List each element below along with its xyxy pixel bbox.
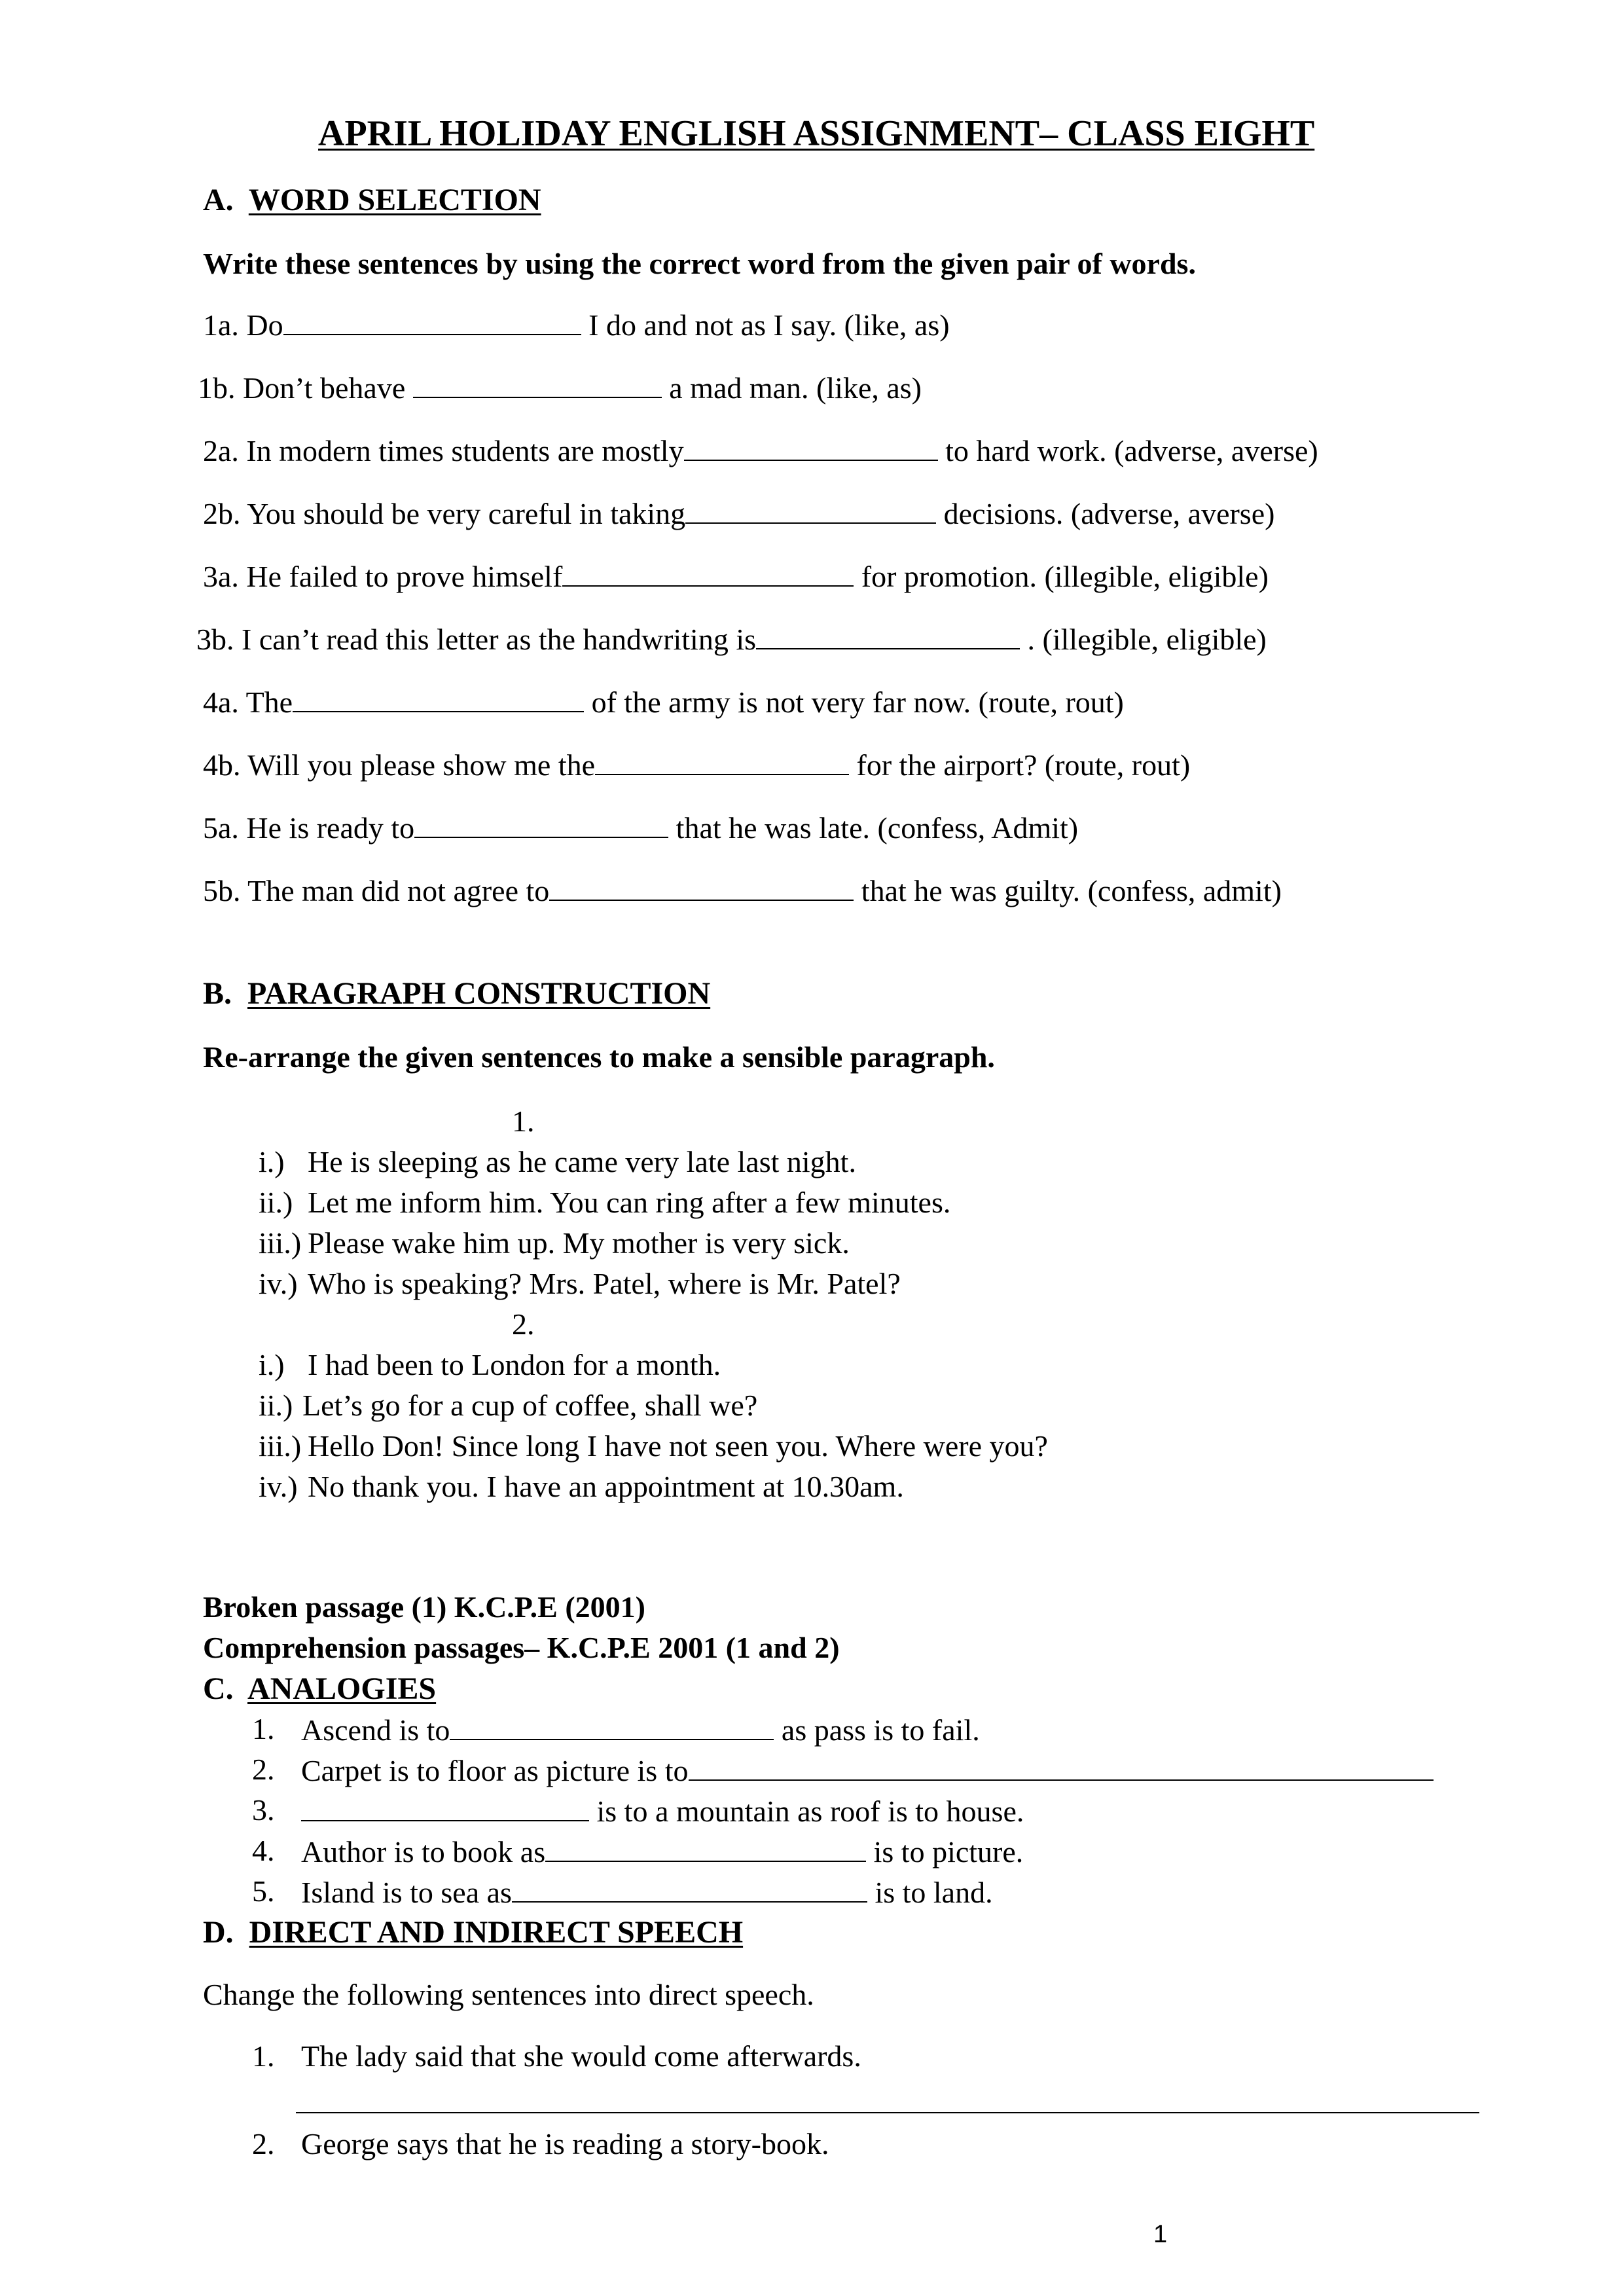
word-item-5a xyxy=(203,812,1078,843)
answer-blank-5b[interactable] xyxy=(549,875,854,901)
word-item-3a-after: for promotion. (illegible, eligible) xyxy=(854,560,1269,593)
word-item-2b-after: decisions. (adverse, averse) xyxy=(936,497,1275,530)
word-item-1b-before: 1b. Don’t behave xyxy=(198,371,413,405)
word-item-1a-after: I do and not as I say. (like, as) xyxy=(581,308,950,342)
section-d-heading xyxy=(203,1917,743,1948)
list-item-number: i.) xyxy=(259,1145,285,1178)
list-item-number: iii.) xyxy=(259,1226,302,1260)
word-item-4a-after: of the army is not very far now. (route, rout) xyxy=(584,685,1124,719)
answer-blank-1b[interactable] xyxy=(413,372,662,398)
word-item-2a xyxy=(203,435,1318,466)
speech-item-1: The lady said that she would come afterwards. xyxy=(301,2039,861,2073)
answer-blank-2b[interactable] xyxy=(685,498,936,524)
note-comprehension: Comprehension passages– K.C.P.E 2001 (1 and 2) xyxy=(203,1631,840,1664)
word-item-3b-before: 3b. I can’t read this letter as the handwriting is xyxy=(196,623,757,656)
answer-blank-2a[interactable] xyxy=(684,435,938,461)
analogy-item-4 xyxy=(301,1836,1023,1867)
list-item-number: iv.) xyxy=(259,1267,298,1300)
analogy-item-3-after: is to a mountain as roof is to house. xyxy=(589,1795,1024,1828)
analogy-number: 3. xyxy=(252,1793,275,1827)
word-item-5a-after: that he was late. (confess, Admit) xyxy=(668,811,1079,845)
list-item: He is sleeping as he came very late last night. xyxy=(308,1145,856,1178)
word-item-4a xyxy=(203,686,1124,718)
answer-blank-4a[interactable] xyxy=(293,686,584,712)
analogy-item-2-before: Carpet is to floor as picture is to xyxy=(301,1754,689,1787)
section-a-heading xyxy=(203,185,541,216)
word-item-4b-before: 4b. Will you please show me the xyxy=(203,748,596,782)
answer-blank-5a[interactable] xyxy=(414,812,668,838)
analogy-item-5 xyxy=(301,1876,993,1908)
word-item-1a-before: 1a. Do xyxy=(203,308,283,342)
list-item-number: iv.) xyxy=(259,1470,298,1503)
list-item: Who is speaking? Mrs. Patel, where is Mr. Patel? xyxy=(308,1267,901,1300)
word-item-3a xyxy=(203,560,1269,592)
answer-blank-1a[interactable] xyxy=(283,309,581,335)
analogy-number: 4. xyxy=(252,1834,275,1867)
page-title: APRIL HOLIDAY ENGLISH ASSIGNMENT– CLASS EIGHT xyxy=(318,113,1315,154)
section-b-letter: B. xyxy=(203,976,232,1011)
word-item-3a-before: 3a. He failed to prove himself xyxy=(203,560,563,593)
list-item: Hello Don! Since long I have not seen you. Where were you? xyxy=(308,1429,1048,1463)
word-item-5a-before: 5a. He is ready to xyxy=(203,811,415,845)
list-item-number: i.) xyxy=(259,1348,285,1381)
word-item-1b xyxy=(198,372,922,403)
section-d-instruction: Change the following sentences into direct speech. xyxy=(203,1978,814,2011)
section-c-letter: C. xyxy=(203,1671,234,1706)
word-item-5b-before: 5b. The man did not agree to xyxy=(203,874,550,907)
word-item-3b-after: . (illegible, eligible) xyxy=(1020,623,1267,656)
list-item: Please wake him up. My mother is very sick. xyxy=(308,1226,850,1260)
section-a-title: WORD SELECTION xyxy=(248,183,541,217)
analogy-number: 2. xyxy=(252,1753,275,1786)
answer-blank-analogy-1[interactable] xyxy=(450,1714,774,1740)
analogy-item-1-after: as pass is to fail. xyxy=(774,1713,980,1747)
analogy-item-4-after: is to picture. xyxy=(866,1835,1024,1868)
analogy-item-1 xyxy=(301,1714,980,1745)
section-c-heading xyxy=(203,1673,436,1705)
answer-blank-3a[interactable] xyxy=(562,560,854,587)
word-item-5b-after: that he was guilty. (confess, admit) xyxy=(854,874,1282,907)
list-item-number: iii.) xyxy=(259,1429,302,1463)
word-item-2b-before: 2b. You should be very careful in taking xyxy=(203,497,686,530)
paragraph-group-number: 2. xyxy=(512,1307,535,1341)
speech-number: 2. xyxy=(252,2127,275,2160)
word-item-2a-after: to hard work. (adverse, averse) xyxy=(937,434,1318,467)
section-a-letter: A. xyxy=(203,183,234,217)
analogy-number: 5. xyxy=(252,1874,275,1908)
word-item-4b xyxy=(203,749,1190,780)
word-item-1b-after: a mad man. (like, as) xyxy=(661,371,922,405)
section-a-instruction: Write these sentences by using the correct word from the given pair of words. xyxy=(203,247,1196,280)
analogy-item-4-before: Author is to book as xyxy=(301,1835,546,1868)
word-item-2b xyxy=(203,498,1274,529)
answer-blank-analogy-2[interactable] xyxy=(689,1755,1434,1781)
answer-line-speech-1[interactable] xyxy=(296,2112,1479,2113)
list-item: No thank you. I have an appointment at 10.30am. xyxy=(308,1470,904,1503)
list-item: Let me inform him. You can ring after a few minutes. xyxy=(308,1186,951,1219)
word-item-5b xyxy=(203,875,1282,906)
answer-blank-4b[interactable] xyxy=(595,749,849,775)
speech-number: 1. xyxy=(252,2039,275,2073)
list-item-number: ii.) xyxy=(259,1186,293,1219)
answer-blank-analogy-5[interactable] xyxy=(512,1876,867,1903)
section-c-title: ANALOGIES xyxy=(247,1671,437,1706)
list-item: I had been to London for a month. xyxy=(308,1348,721,1381)
word-item-3b xyxy=(196,623,1267,655)
list-item-number: ii.) xyxy=(259,1389,293,1422)
analogy-number: 1. xyxy=(252,1712,275,1745)
speech-item-2: George says that he is reading a story-book. xyxy=(301,2127,829,2160)
section-d-title: DIRECT AND INDIRECT SPEECH xyxy=(249,1915,744,1950)
answer-blank-analogy-4[interactable] xyxy=(545,1836,866,1862)
analogy-item-5-before: Island is to sea as xyxy=(301,1876,512,1909)
analogy-item-3 xyxy=(301,1795,1024,1827)
analogy-item-2 xyxy=(301,1755,1434,1786)
answer-blank-3b[interactable] xyxy=(756,623,1020,649)
answer-blank-analogy-3[interactable] xyxy=(301,1795,589,1821)
list-item: Let’s go for a cup of coffee, shall we? xyxy=(302,1389,758,1422)
word-item-2a-before: 2a. In modern times students are mostly xyxy=(203,434,684,467)
section-b-instruction: Re-arrange the given sentences to make a sensible paragraph. xyxy=(203,1040,995,1074)
word-item-4a-before: 4a. The xyxy=(203,685,293,719)
analogy-item-1-before: Ascend is to xyxy=(301,1713,450,1747)
section-b-heading xyxy=(203,978,710,1010)
paragraph-group-number: 1. xyxy=(512,1104,535,1138)
word-item-1a xyxy=(203,309,950,340)
analogy-item-5-after: is to land. xyxy=(867,1876,993,1909)
word-item-4b-after: for the airport? (route, rout) xyxy=(849,748,1191,782)
page-number: 1 xyxy=(1153,2221,1168,2248)
note-broken-passage: Broken passage (1) K.C.P.E (2001) xyxy=(203,1590,645,1624)
section-b-title: PARAGRAPH CONSTRUCTION xyxy=(247,976,711,1011)
section-d-letter: D. xyxy=(203,1915,234,1950)
